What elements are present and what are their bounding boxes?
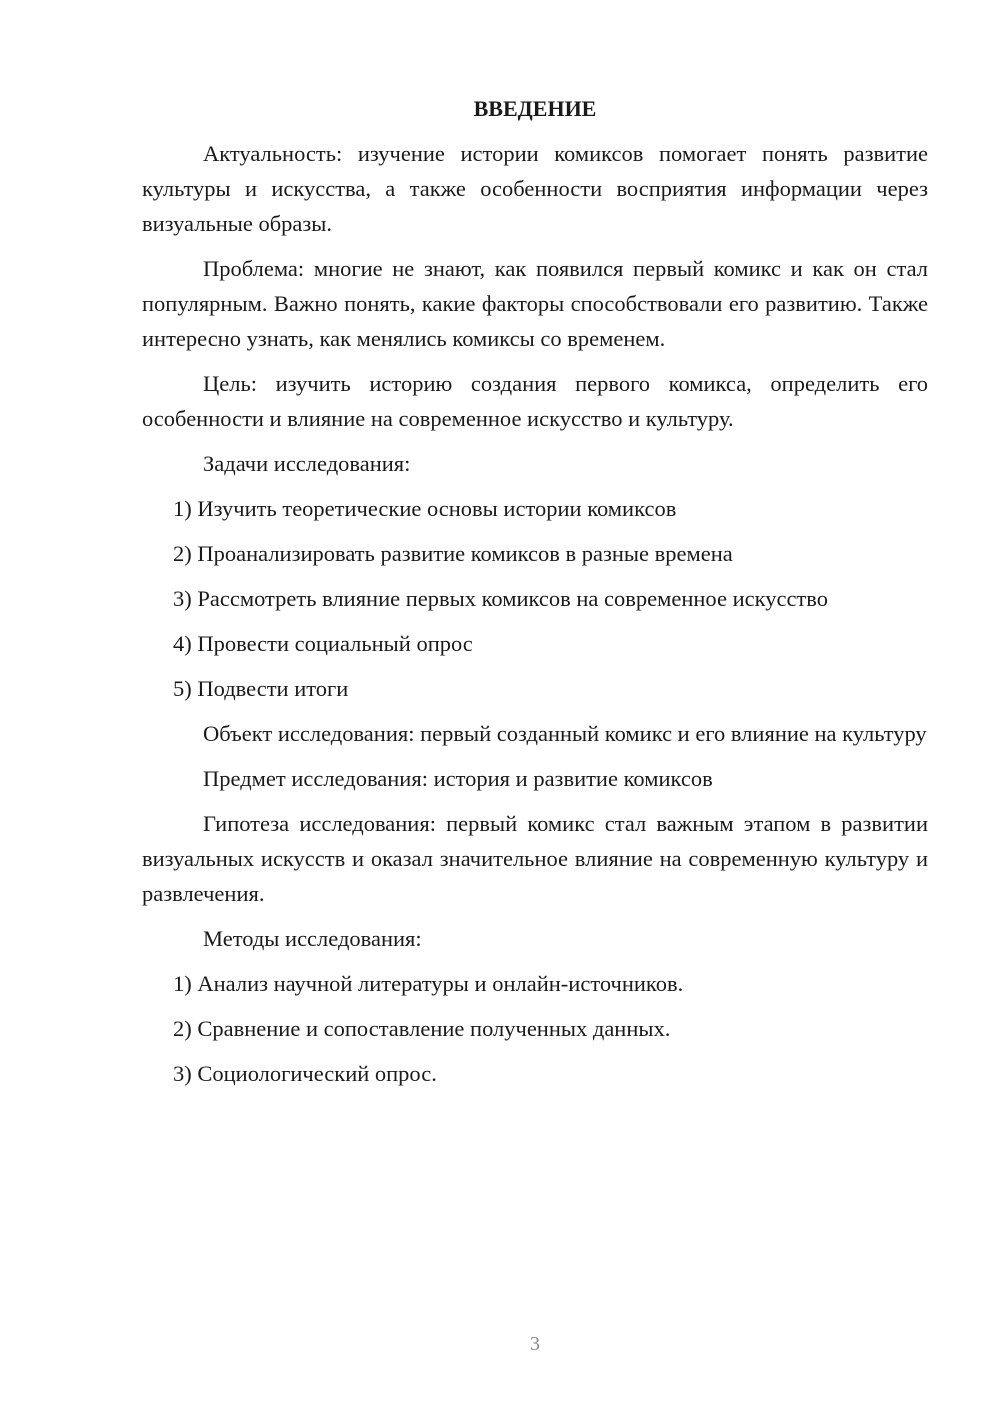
goal-paragraph: Цель: изучить историю создания первого комикса, определить его особенности и влияние на современное искусство и культуру. [142, 371, 928, 431]
methods-heading: Методы исследования: [203, 926, 422, 951]
document-page [142, 92, 928, 1101]
method-item: 3) Социологический опрос. [173, 1061, 437, 1086]
tasks-list [142, 491, 928, 706]
relevance-paragraph: Актуальность: изучение истории комиксов помогает понять развитие культуры и искусства, а также особенности восприятия информации через визуальные образы. [142, 141, 928, 236]
page-title: ВВЕДЕНИЕ [473, 96, 597, 121]
page-number: 3 [530, 1333, 540, 1355]
methods-list [142, 966, 928, 1091]
task-item: 2) Проанализировать развитие комиксов в разные времена [173, 541, 733, 566]
method-item: 1) Анализ научной литературы и онлайн-источников. [173, 971, 684, 996]
task-item: 3) Рассмотреть влияние первых комиксов на современное искусство [173, 586, 828, 611]
task-item: 5) Подвести итоги [173, 676, 349, 701]
hypothesis-paragraph: Гипотеза исследования: первый комикс стал важным этапом в развитии визуальных искусств и оказал значительное влияние на современную культуру и развлечения. [142, 811, 928, 906]
method-item: 2) Сравнение и сопоставление полученных данных. [173, 1016, 671, 1041]
subject-paragraph: Предмет исследования: история и развитие комиксов [203, 766, 713, 791]
object-paragraph: Объект исследования: первый созданный комикс и его влияние на культуру [203, 721, 927, 746]
problem-paragraph: Проблема: многие не знают, как появился первый комикс и как он стал популярным. Важно понять, какие факторы способствовали его развитию. Также интересно узнать, как менялись комиксы со временем. [142, 256, 928, 351]
task-item: 4) Провести социальный опрос [173, 631, 473, 656]
task-item: 1) Изучить теоретические основы истории комиксов [173, 496, 677, 521]
tasks-heading: Задачи исследования: [203, 451, 411, 476]
